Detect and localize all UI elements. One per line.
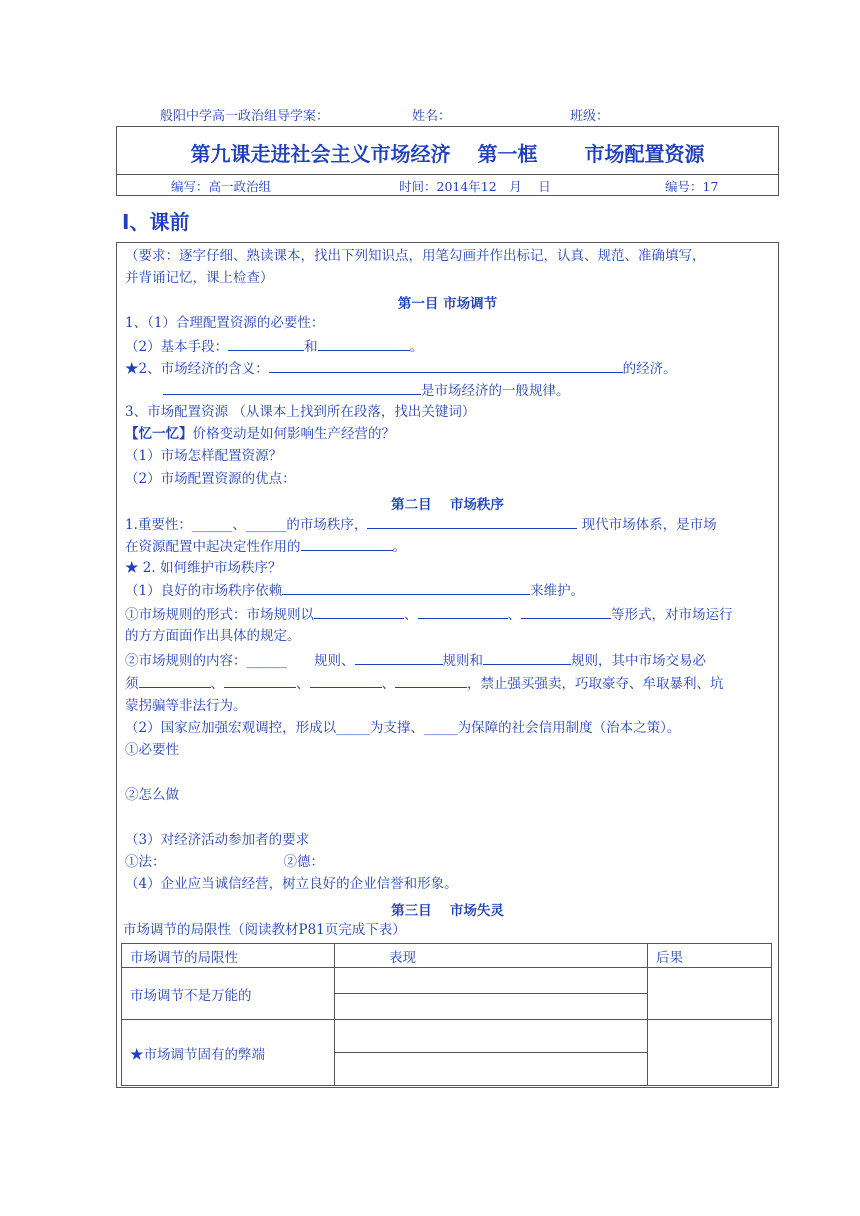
table-row-label-2: ★市场调节固有的弊端 [122, 1020, 335, 1086]
blank[interactable] [318, 337, 410, 351]
blank[interactable] [521, 605, 611, 619]
p2-line-13: （3）对经济活动参加者的要求 [125, 832, 310, 848]
table-cell[interactable] [335, 968, 648, 994]
p2-line-2: 在资源配置中起决定性作用的 。 [125, 539, 406, 555]
table-header-manifestation: 表现 [335, 944, 648, 968]
section-heading: Ⅰ、课前 [122, 210, 190, 234]
p2-line-7: ②市场规则的内容：______ 规则、 规则和 规则，其中市场交易必 [125, 653, 706, 669]
time-label: 时间：2014年12 月 日 [399, 179, 551, 194]
p1-line-5: 3、市场配置资源 （从课本上找到所在段落，找出关键词） [125, 404, 476, 420]
p1-line-4: 是市场经济的一般规律。 [125, 381, 570, 400]
blank[interactable] [282, 581, 530, 595]
title-divider [117, 174, 778, 175]
p2-line-12: ②怎么做 [125, 787, 179, 803]
table-row-label-1: 市场调节不是万能的 [122, 968, 335, 1020]
limitations-table [121, 943, 772, 1086]
title-box [116, 126, 779, 196]
blank[interactable] [355, 651, 443, 665]
content-box [116, 242, 779, 1088]
p1-line-3: ★2、市场经济的含义： 的经济。 [125, 361, 677, 377]
blank[interactable] [224, 674, 296, 688]
p2-line-3: ★ 2. 如何维护市场秩序？ [125, 560, 282, 576]
p2-line-5: ①市场规则的形式：市场规则以 、 、 等形式，对市场运行 [125, 607, 733, 623]
blank[interactable] [367, 515, 577, 529]
blank[interactable] [314, 605, 404, 619]
intro-line-2: 并背诵记忆，课上检查） [125, 270, 274, 286]
p1-line-8: （2）市场配置资源的优点： [125, 471, 296, 487]
table-cell[interactable] [648, 1020, 772, 1086]
table-cell[interactable] [335, 1020, 648, 1053]
blank[interactable] [163, 381, 421, 395]
blank[interactable] [418, 605, 508, 619]
table-cell[interactable] [335, 994, 648, 1020]
author-label: 编写：高一政治组 [171, 179, 272, 194]
p2-line-9: 蒙拐骗等非法行为。 [125, 698, 247, 714]
blank[interactable] [483, 651, 571, 665]
table-header-consequence: 后果 [648, 944, 772, 968]
part3-intro: 市场调节的局限性（阅读教材P81页完成下表） [123, 922, 406, 938]
p2-line-8: 须 、 、 、 ，禁止强买强卖，巧取豪夺、牟取暴利、坑 [125, 676, 724, 692]
blank[interactable] [228, 337, 304, 351]
name-label: 姓名： [412, 109, 452, 124]
class-label: 班级： [570, 109, 610, 124]
p1-line-1: 1、（1）合理配置资源的必要性： [125, 315, 325, 331]
part1-heading: 第一目 市场调节 [397, 296, 498, 312]
p2-line-15: （4）企业应当诚信经营，树立良好的企业信誉和形象。 [125, 876, 458, 892]
part2-heading: 第二目 市场秩序 [391, 497, 504, 513]
p2-line-6: 的方方面面作出具体的规定。 [125, 628, 301, 644]
p1-line-2: （2）基本手段： 和 。 [125, 339, 424, 355]
p2-line-11: ①必要性 [125, 742, 179, 758]
part3-heading: 第三目 市场失灵 [391, 903, 504, 919]
p2-line-14: ①法： ②德： [125, 854, 324, 870]
table-header-limitation: 市场调节的局限性 [122, 944, 335, 968]
p2-line-10: （2）国家应加强宏观调控，形成以_____为支撑、_____为保障的社会信用制度（治本之策）。 [125, 720, 681, 736]
blank[interactable] [395, 674, 467, 688]
p2-line-1: 1.重要性：______、______的市场秩序， 现代市场体系，是市场 [125, 517, 717, 533]
school-label: 般阳中学高一政治组导学案： [160, 109, 330, 124]
blank[interactable] [310, 674, 382, 688]
blank[interactable] [301, 537, 393, 551]
p1-line-6: 【忆一忆】价格变动是如何影响生产经营的？ [125, 426, 395, 442]
number-label: 编号：17 [665, 179, 719, 194]
table-cell[interactable] [335, 1053, 648, 1086]
p1-line-7: （1）市场怎样配置资源？ [125, 448, 283, 464]
intro-line-1: （要求：逐字仔细、熟读课本，找出下列知识点，用笔勾画并作出标记，认真、规范、准确填写， [125, 248, 706, 264]
blank[interactable] [139, 674, 211, 688]
blank[interactable] [269, 359, 623, 373]
p2-line-4: （1）良好的市场秩序依赖 来维护。 [125, 583, 585, 599]
table-cell[interactable] [648, 968, 772, 1020]
page-title: 第九课走进社会主义市场经济 第一框 市场配置资源 [190, 142, 705, 166]
